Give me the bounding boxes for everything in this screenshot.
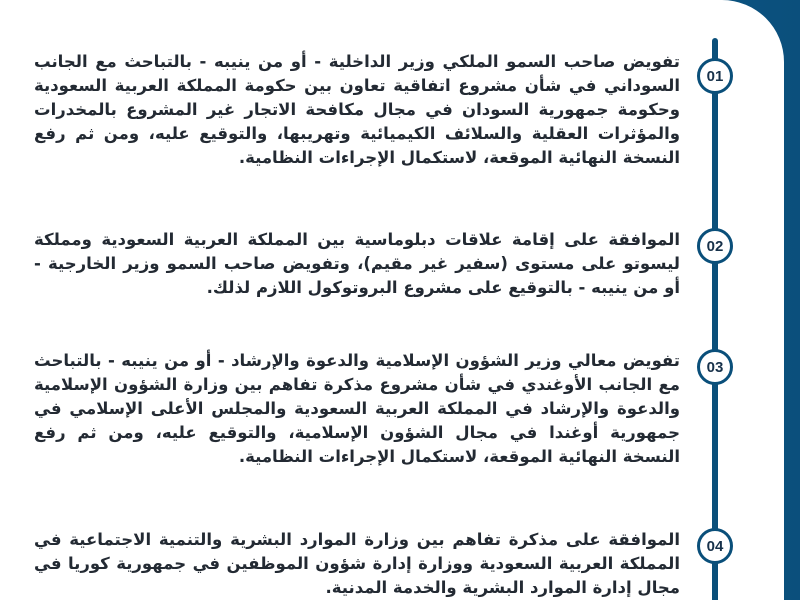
item-number-badge: 02 [697,228,733,264]
timeline-line [712,38,718,600]
item-text: تفويض معالي وزير الشؤون الإسلامية والدعوة والإرشاد - أو من ينيبه - بالتباحث مع الجانب الأوغندي في شأن مشروع مذكرة تفاهم بين وزارة الشؤون الإسلامية والدعوة والإرشاد في المملكة العربية السعودية والمجلس الأعلى الإسلامي في جمهورية أوغندا في مجال الشؤون الإسلامية، والتوقيع عليه، ومن ثم رفع النسخة النهائية الموقعة، لاستكمال الإجراءات النظامية. [34,351,680,466]
item-number-badge: 03 [697,349,733,385]
item-text: تفويض صاحب السمو الملكي وزير الداخلية - أو من ينيبه - بالتباحث مع الجانب السوداني في شأن مشروع اتفاقية تعاون بين حكومة المملكة العربية السعودية وحكومة جمهورية السودان في مجال مكافحة الاتجار غير المشروع بالمخدرات والمؤثرات العقلية والسلائف الكيميائية وتهريبها، والتوقيع عليه، ومن ثم رفع النسخة النهائية الموقعة، لاستكمال الإجراءات النظامية. [34,52,680,167]
item-number-badge: 04 [697,528,733,564]
item-number-badge: 01 [697,58,733,94]
item-text: الموافقة على إقامة علاقات دبلوماسية بين المملكة العربية السعودية ومملكة ليسوتو على مستوى (سفير غير مقيم)، وتفويض صاحب السمو وزير الخارجية - أو من ينيبه - بالتوقيع على مشروع البروتوكول اللازم لذلك. [34,230,680,297]
item-text: الموافقة على مذكرة تفاهم بين وزارة الموارد البشرية والتنمية الاجتماعية في المملكة العربية السعودية ووزارة إدارة شؤون الموظفين في جمهورية كوريا في مجال إدارة الموارد البشرية والخدمة المدنية. [34,530,680,597]
